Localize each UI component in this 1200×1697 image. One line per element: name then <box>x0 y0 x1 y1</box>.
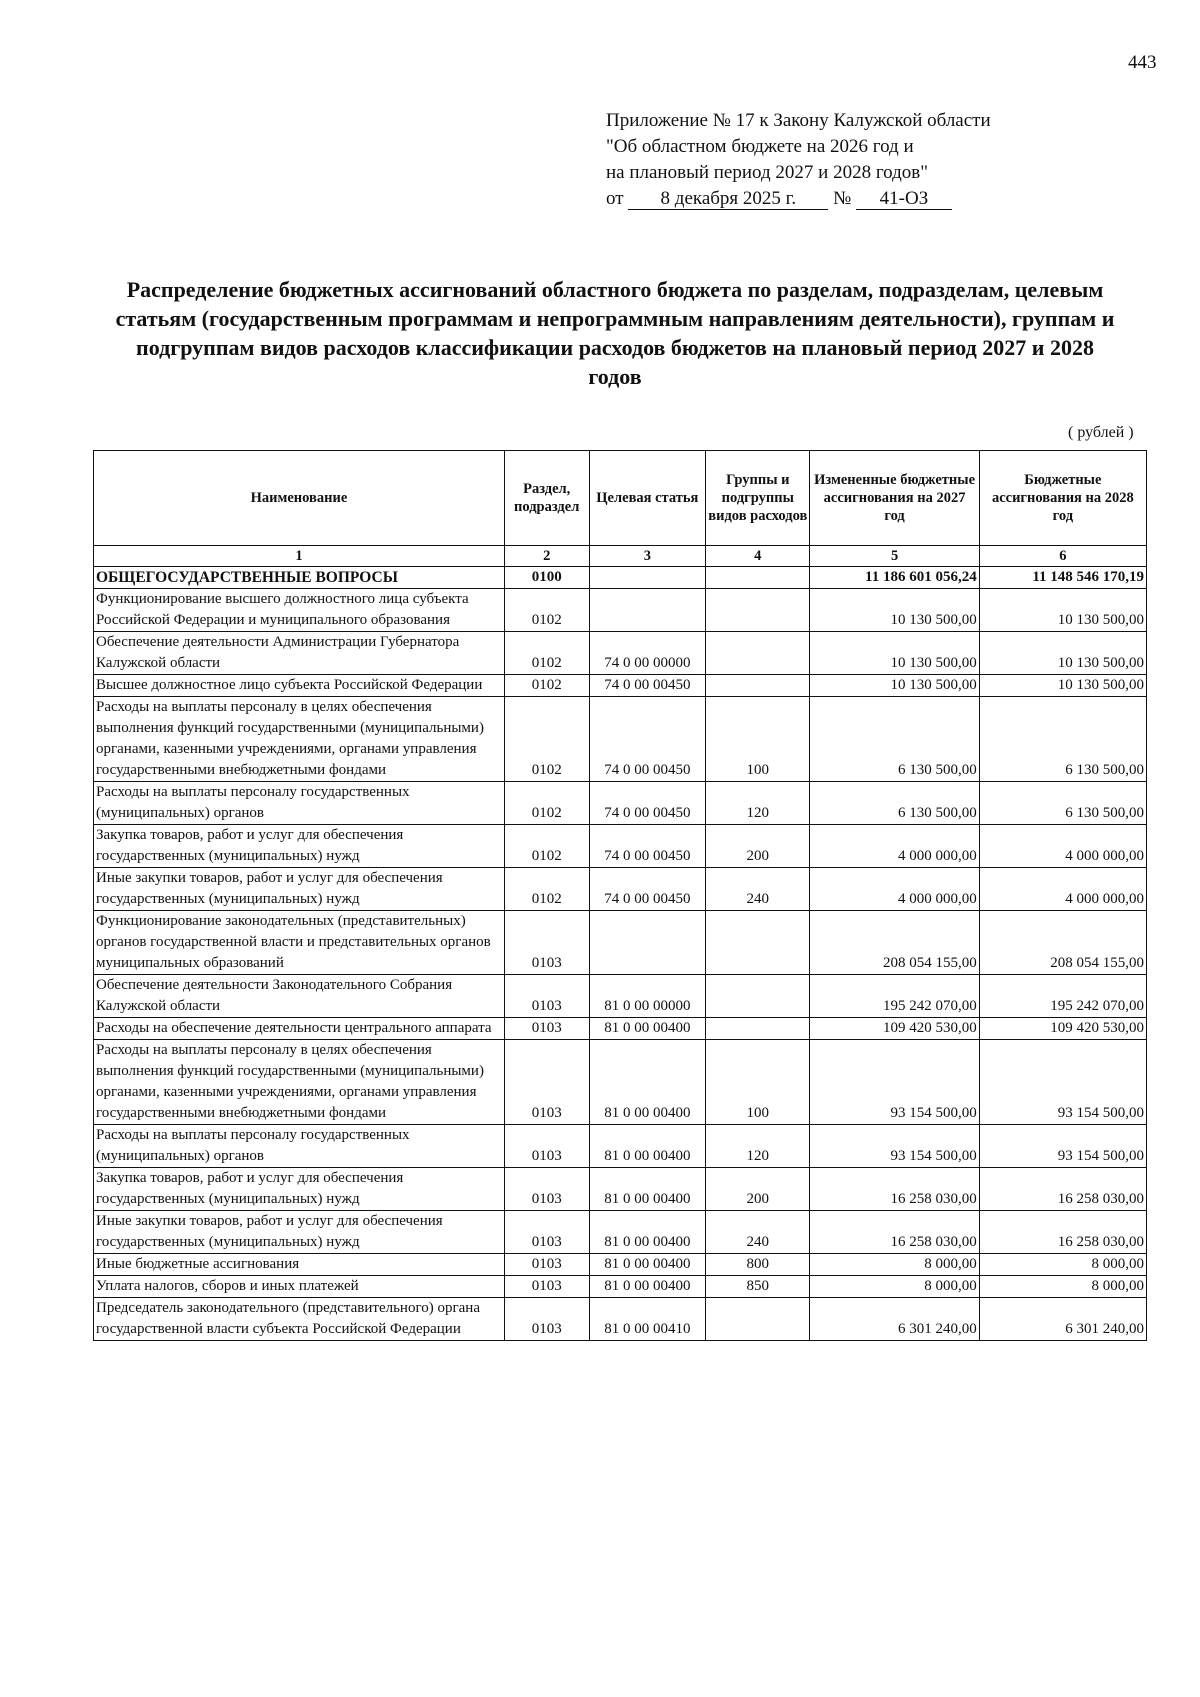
row-group <box>706 911 810 975</box>
row-name: Председатель законодательного (представительного) органа государственной власти субъекта Российской Федерации <box>94 1298 505 1341</box>
header-group: Группы и подгруппы видов расходов <box>706 451 810 546</box>
row-group: 200 <box>706 825 810 868</box>
table-row <box>94 825 1147 868</box>
row-value-2027: 4 000 000,00 <box>810 868 979 911</box>
table-row <box>94 632 1147 675</box>
row-section: 0103 <box>504 1168 589 1211</box>
column-number: 2 <box>504 546 589 567</box>
table-row <box>94 1276 1147 1298</box>
row-article <box>589 911 706 975</box>
row-name: Обеспечение деятельности Законодательного Собрания Калужской области <box>94 975 505 1018</box>
table-row <box>94 1040 1147 1125</box>
row-value-2028: 6 301 240,00 <box>979 1298 1146 1341</box>
row-section: 0103 <box>504 911 589 975</box>
row-value-2027: 16 258 030,00 <box>810 1211 979 1254</box>
table-row <box>94 1211 1147 1254</box>
row-section: 0103 <box>504 1018 589 1040</box>
row-value-2028: 93 154 500,00 <box>979 1125 1146 1168</box>
row-name: Закупка товаров, работ и услуг для обеспечения государственных (муниципальных) нужд <box>94 825 505 868</box>
row-article <box>589 589 706 632</box>
table-row <box>94 868 1147 911</box>
budget-table <box>93 450 1147 1341</box>
table-row <box>94 911 1147 975</box>
table-row <box>94 1018 1147 1040</box>
row-article: 81 0 00 00410 <box>589 1298 706 1341</box>
row-article: 81 0 00 00400 <box>589 1276 706 1298</box>
header-article: Целевая статья <box>589 451 706 546</box>
row-value-2028: 4 000 000,00 <box>979 868 1146 911</box>
row-name: Расходы на обеспечение деятельности центрального аппарата <box>94 1018 505 1040</box>
column-number: 6 <box>979 546 1146 567</box>
row-value-2028: 16 258 030,00 <box>979 1168 1146 1211</box>
row-value-2027: 8 000,00 <box>810 1276 979 1298</box>
law-number: 41-ОЗ <box>856 189 952 210</box>
row-name: Обеспечение деятельности Администрации Губернатора Калужской области <box>94 632 505 675</box>
row-value-2027: 16 258 030,00 <box>810 1168 979 1211</box>
row-group: 850 <box>706 1276 810 1298</box>
row-section: 0102 <box>504 868 589 911</box>
row-name: Расходы на выплаты персоналу в целях обеспечения выполнения функций государственными (муниципальными) органами, казенными учреждениями, органами управления государственными внебюджетными фондами <box>94 1040 505 1125</box>
row-group: 100 <box>706 697 810 782</box>
table-body <box>94 567 1147 1341</box>
row-article: 74 0 00 00450 <box>589 782 706 825</box>
row-article: 81 0 00 00400 <box>589 1254 706 1276</box>
table-row <box>94 975 1147 1018</box>
row-value-2027: 208 054 155,00 <box>810 911 979 975</box>
row-section: 0103 <box>504 1125 589 1168</box>
row-section: 0103 <box>504 975 589 1018</box>
header-2028: Бюджетные ассигнования на 2028 год <box>979 451 1146 546</box>
table-row <box>94 1125 1147 1168</box>
row-value-2027: 195 242 070,00 <box>810 975 979 1018</box>
row-value-2027: 93 154 500,00 <box>810 1040 979 1125</box>
row-value-2028: 195 242 070,00 <box>979 975 1146 1018</box>
row-name: Уплата налогов, сборов и иных платежей <box>94 1276 505 1298</box>
appendix-date-line <box>606 186 991 212</box>
row-value-2028: 6 130 500,00 <box>979 697 1146 782</box>
appendix-line-1: Приложение № 17 к Закону Калужской области <box>606 110 991 131</box>
row-group <box>706 975 810 1018</box>
column-number-row <box>94 546 1147 567</box>
row-value-2027: 6 130 500,00 <box>810 697 979 782</box>
row-article: 81 0 00 00400 <box>589 1125 706 1168</box>
row-group: 200 <box>706 1168 810 1211</box>
header-section: Раздел, подраздел <box>504 451 589 546</box>
row-value-2027: 93 154 500,00 <box>810 1125 979 1168</box>
row-article: 74 0 00 00000 <box>589 632 706 675</box>
row-value-2027: 10 130 500,00 <box>810 632 979 675</box>
row-name: Закупка товаров, работ и услуг для обеспечения государственных (муниципальных) нужд <box>94 1168 505 1211</box>
row-value-2028: 10 130 500,00 <box>979 589 1146 632</box>
row-name: Иные бюджетные ассигнования <box>94 1254 505 1276</box>
units-label: ( рублей ) <box>1068 424 1134 441</box>
row-group: 240 <box>706 1211 810 1254</box>
row-name: Расходы на выплаты персоналу в целях обеспечения выполнения функций государственными (муниципальными) органами, казенными учреждениями, органами управления государственными внебюджетными фондами <box>94 697 505 782</box>
table-row <box>94 1254 1147 1276</box>
table-row <box>94 567 1147 589</box>
row-group: 800 <box>706 1254 810 1276</box>
row-article: 81 0 00 00400 <box>589 1018 706 1040</box>
row-value-2028: 8 000,00 <box>979 1254 1146 1276</box>
table-row <box>94 697 1147 782</box>
row-section: 0102 <box>504 782 589 825</box>
row-group <box>706 567 810 589</box>
row-name: Иные закупки товаров, работ и услуг для обеспечения государственных (муниципальных) нужд <box>94 868 505 911</box>
row-name: Высшее должностное лицо субъекта Российской Федерации <box>94 675 505 697</box>
header-2027: Измененные бюджетные ассигнования на 2027 год <box>810 451 979 546</box>
column-number: 5 <box>810 546 979 567</box>
table-header <box>94 451 1147 567</box>
row-article: 81 0 00 00400 <box>589 1168 706 1211</box>
row-value-2027: 109 420 530,00 <box>810 1018 979 1040</box>
row-value-2028: 10 130 500,00 <box>979 632 1146 675</box>
header-name: Наименование <box>94 451 505 546</box>
row-group <box>706 632 810 675</box>
row-group: 120 <box>706 1125 810 1168</box>
column-number: 4 <box>706 546 810 567</box>
row-value-2027: 6 301 240,00 <box>810 1298 979 1341</box>
row-value-2027: 10 130 500,00 <box>810 675 979 697</box>
row-value-2028: 10 130 500,00 <box>979 675 1146 697</box>
row-article: 74 0 00 00450 <box>589 697 706 782</box>
appendix-line-3: на плановый период 2027 и 2028 годов" <box>606 162 928 183</box>
row-group <box>706 1298 810 1341</box>
row-article: 74 0 00 00450 <box>589 675 706 697</box>
row-group <box>706 589 810 632</box>
row-section: 0103 <box>504 1276 589 1298</box>
row-name: Функционирование высшего должностного лица субъекта Российской Федерации и муниципального образования <box>94 589 505 632</box>
row-value-2028: 16 258 030,00 <box>979 1211 1146 1254</box>
table-row <box>94 589 1147 632</box>
row-value-2028: 6 130 500,00 <box>979 782 1146 825</box>
row-name: Расходы на выплаты персоналу государственных (муниципальных) органов <box>94 1125 505 1168</box>
row-group <box>706 1018 810 1040</box>
table-row <box>94 1298 1147 1341</box>
row-value-2027: 8 000,00 <box>810 1254 979 1276</box>
row-value-2028: 11 148 546 170,19 <box>979 567 1146 589</box>
row-name: ОБЩЕГОСУДАРСТВЕННЫЕ ВОПРОСЫ <box>94 567 505 589</box>
row-section: 0103 <box>504 1254 589 1276</box>
row-article: 81 0 00 00400 <box>589 1040 706 1125</box>
appendix-header <box>606 108 991 212</box>
row-group: 240 <box>706 868 810 911</box>
row-article: 74 0 00 00450 <box>589 825 706 868</box>
column-number: 3 <box>589 546 706 567</box>
row-article: 81 0 00 00400 <box>589 1211 706 1254</box>
table-row <box>94 675 1147 697</box>
row-value-2028: 8 000,00 <box>979 1276 1146 1298</box>
row-article: 74 0 00 00450 <box>589 868 706 911</box>
row-value-2028: 93 154 500,00 <box>979 1040 1146 1125</box>
row-section: 0103 <box>504 1040 589 1125</box>
row-value-2028: 4 000 000,00 <box>979 825 1146 868</box>
row-value-2027: 10 130 500,00 <box>810 589 979 632</box>
row-name: Иные закупки товаров, работ и услуг для обеспечения государственных (муниципальных) нужд <box>94 1211 505 1254</box>
row-group <box>706 675 810 697</box>
table-row <box>94 1168 1147 1211</box>
table-row <box>94 782 1147 825</box>
row-name: Расходы на выплаты персоналу государственных (муниципальных) органов <box>94 782 505 825</box>
row-value-2027: 6 130 500,00 <box>810 782 979 825</box>
row-group: 120 <box>706 782 810 825</box>
row-section: 0103 <box>504 1211 589 1254</box>
document-title: Распределение бюджетных ассигнований областного бюджета по разделам, подразделам, целевым статьям (государственным программам и непрограммным направлениям деятельности), группам и подгруппам видов расходов классификации расходов бюджетов на плановый период 2027 и 2028 годов <box>115 277 1115 389</box>
row-value-2028: 109 420 530,00 <box>979 1018 1146 1040</box>
row-section: 0102 <box>504 697 589 782</box>
row-section: 0100 <box>504 567 589 589</box>
from-label: от <box>606 188 624 209</box>
row-value-2028: 208 054 155,00 <box>979 911 1146 975</box>
row-section: 0102 <box>504 632 589 675</box>
row-section: 0102 <box>504 675 589 697</box>
row-group: 100 <box>706 1040 810 1125</box>
row-value-2027: 4 000 000,00 <box>810 825 979 868</box>
column-number: 1 <box>94 546 505 567</box>
row-section: 0102 <box>504 825 589 868</box>
law-date: 8 декабря 2025 г. <box>628 189 828 210</box>
row-section: 0103 <box>504 1298 589 1341</box>
number-label: № <box>833 188 852 209</box>
row-name: Функционирование законодательных (представительных) органов государственной власти и представительных органов муниципальных образований <box>94 911 505 975</box>
row-section: 0102 <box>504 589 589 632</box>
page-number: 443 <box>1128 52 1157 73</box>
appendix-line-2: "Об областном бюджете на 2026 год и <box>606 136 914 157</box>
row-article <box>589 567 706 589</box>
row-article: 81 0 00 00000 <box>589 975 706 1018</box>
row-value-2027: 11 186 601 056,24 <box>810 567 979 589</box>
